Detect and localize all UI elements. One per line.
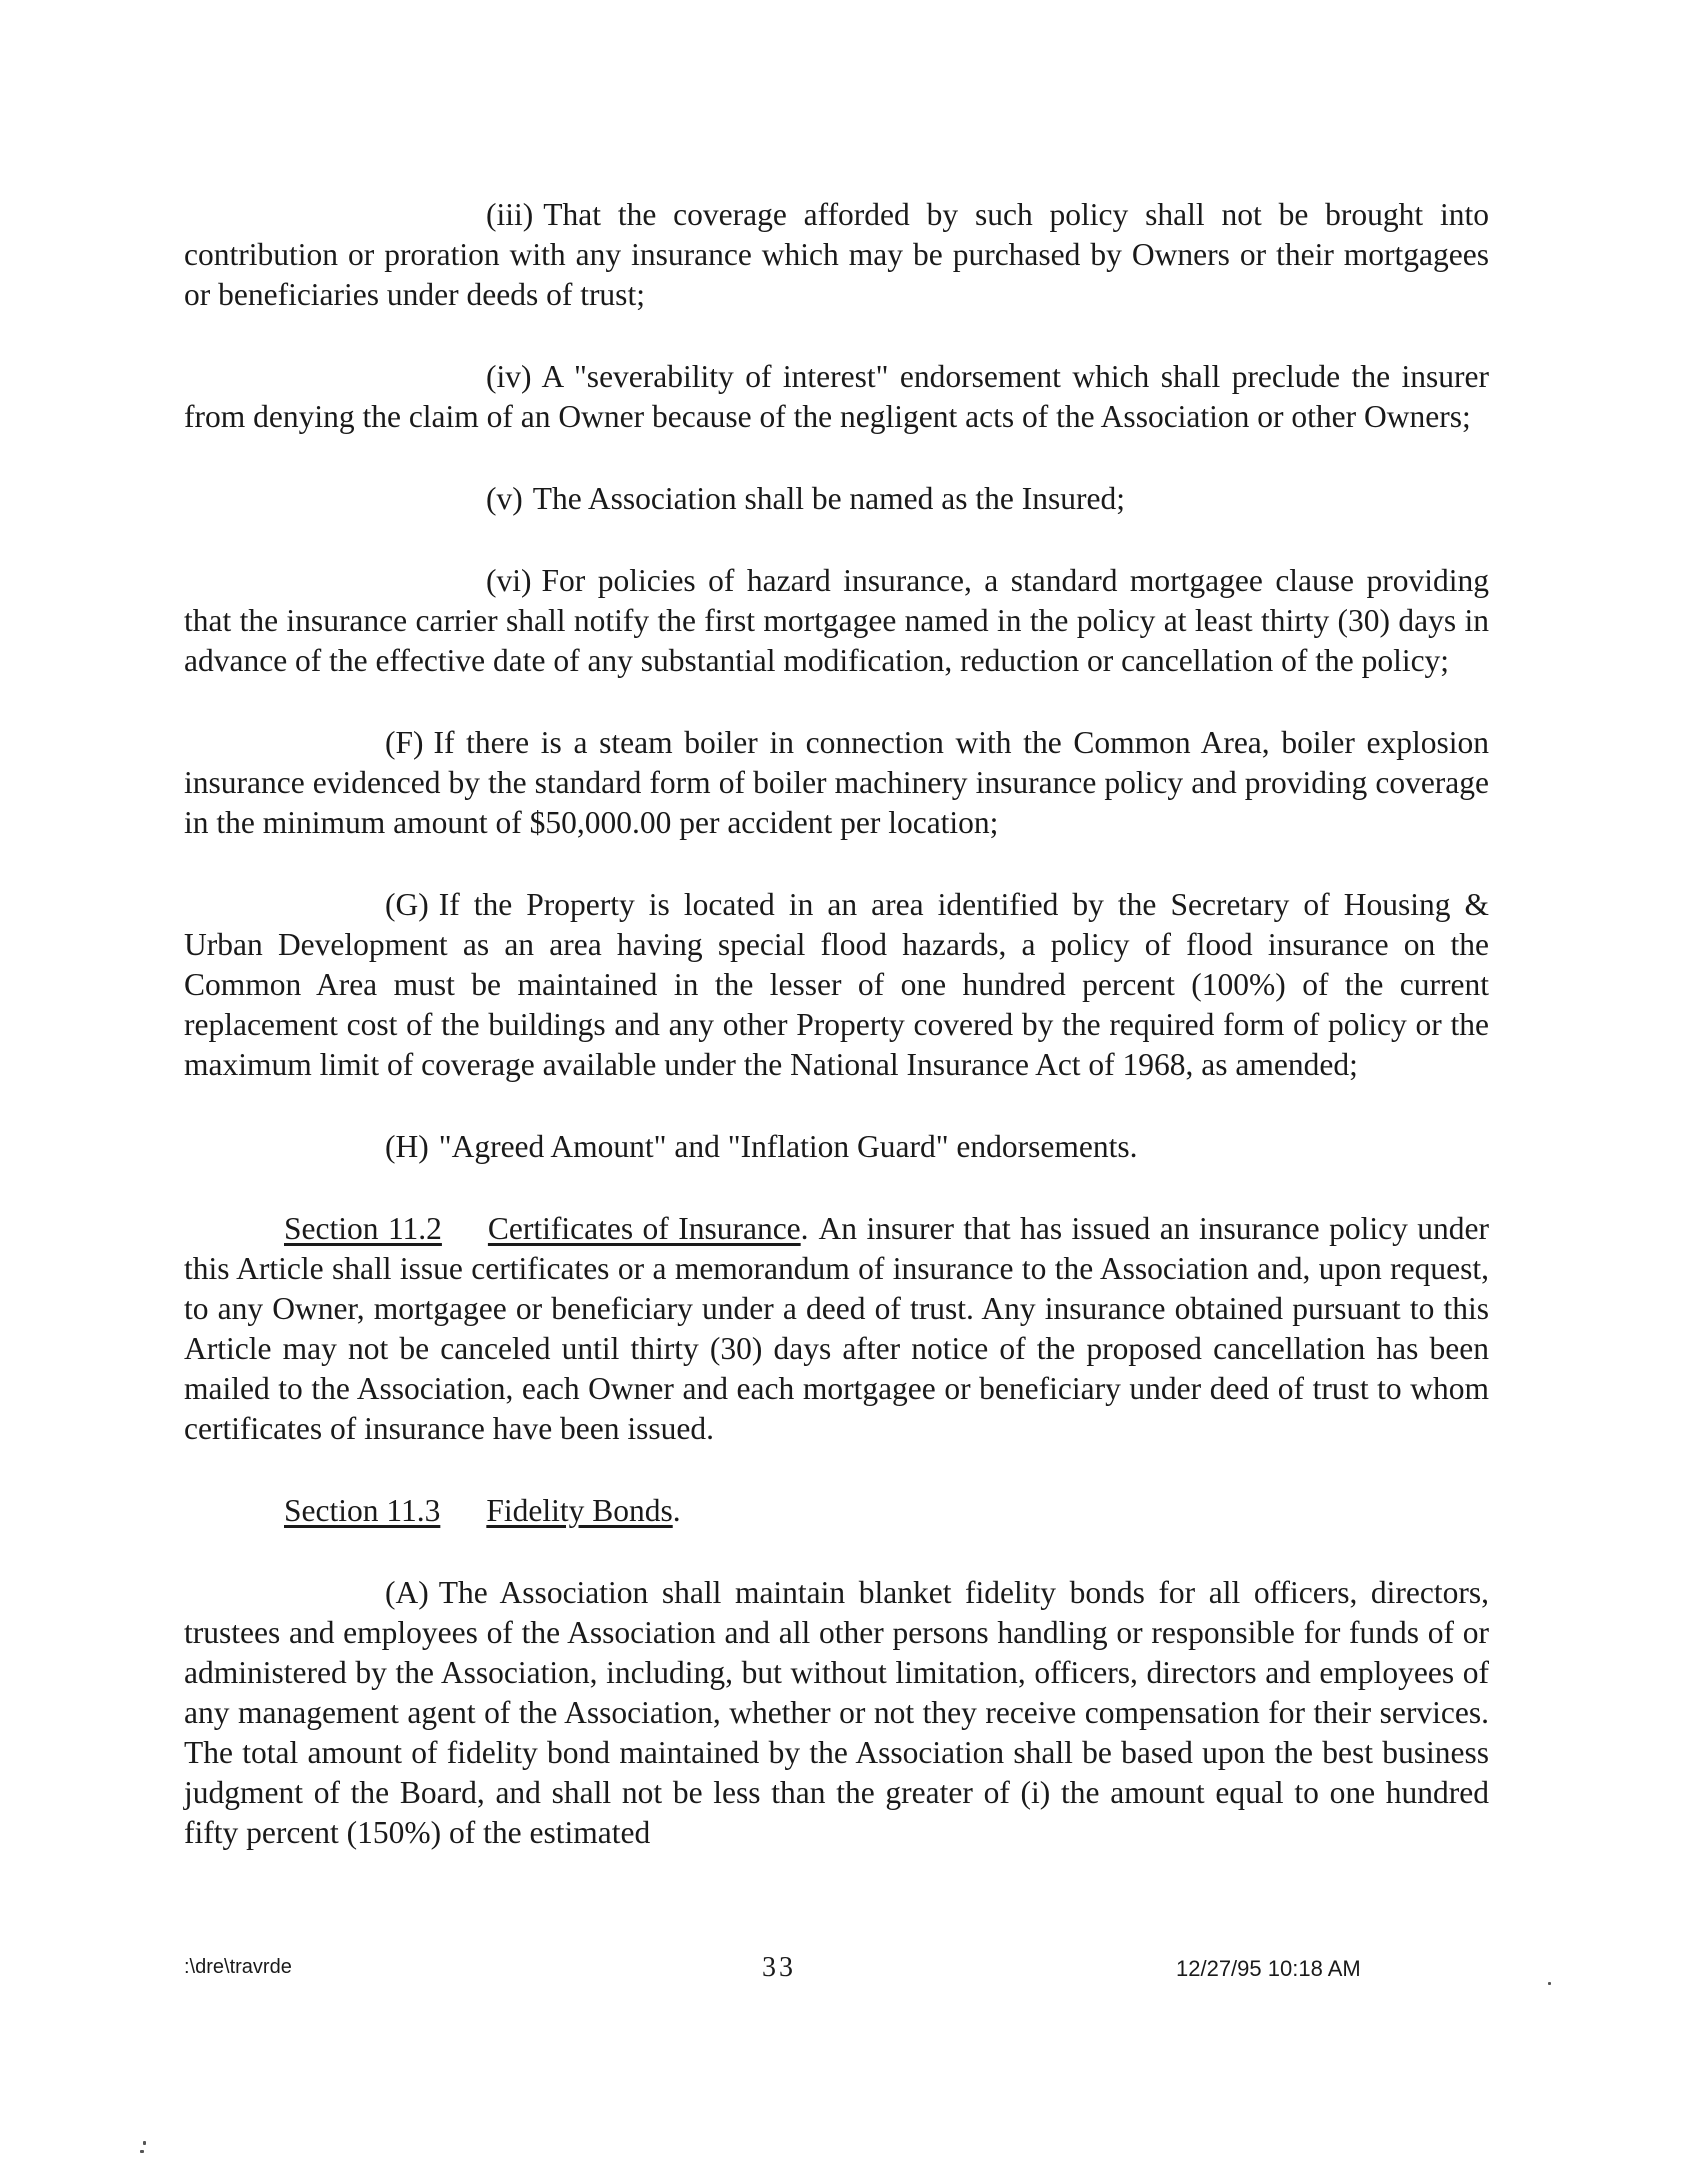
clause-text: If the Property is located in an area identified by the Secretary of Housing & Urban Development as an area having special flood hazards, a policy of flood insurance on the Common Area must be maintained in the lesser of one hundred percent (100%) of the current replacement cost of the buildings and any other Property covered by the required form of policy or the maximum limit of coverage available under the National Insurance Act of 1968, as amended; <box>184 887 1489 1082</box>
section-heading <box>284 1493 673 1528</box>
clause-label: (G) <box>385 887 429 922</box>
clause-h <box>184 1127 1489 1167</box>
clause-g <box>184 885 1489 1085</box>
clause-text: "Agreed Amount" and "Inflation Guard" endorsements. <box>438 1129 1138 1164</box>
section-heading <box>284 1211 801 1246</box>
clause-label: (iii) <box>486 197 534 232</box>
section-text: An insurer that has issued an insurance policy under this Article shall issue certificates or a memorandum of insurance to the Association and, upon request, to any Owner, mortgagee or beneficiary under a deed of trust. Any insurance obtained pursuant to this Article may not be canceled until thirty (30) days after notice of the proposed cancellation has been mailed to the Association, each Owner and each mortgagee or beneficiary under deed of trust to whom certificates of insurance have been issued. <box>184 1211 1489 1446</box>
clause-text: That the coverage afforded by such policy shall not be brought into contribution or proration with any insurance which may be purchased by Owners or their mortgagees or beneficiaries under deeds of trust; <box>184 197 1489 312</box>
timestamp: 12/27/95 10:18 AM <box>1176 1956 1361 1981</box>
page-footer <box>184 1952 1384 1986</box>
clause-text: The Association shall be named as the Insured; <box>532 481 1125 516</box>
clause-f <box>184 723 1489 843</box>
clause-label: (A) <box>385 1575 429 1610</box>
clause-label: (v) <box>486 481 523 516</box>
clause-11-3-a <box>184 1573 1489 1853</box>
section-number: Section 11.3 <box>284 1493 441 1528</box>
document-body <box>184 195 1489 1895</box>
clause-text: A "severability of interest" endorsement which shall preclude the insurer from denying the claim of an Owner because of the negligent acts of the Association or other Owners; <box>184 359 1489 434</box>
section-title: Fidelity Bonds <box>486 1493 673 1528</box>
scan-speck <box>143 2141 146 2145</box>
clause-label: (iv) <box>486 359 532 394</box>
page-number: 33 <box>762 1952 796 1983</box>
clause-label: (H) <box>385 1129 429 1164</box>
clause-text: The Association shall maintain blanket fidelity bonds for all officers, directors, trustees and employees of the Association and all other persons handling or responsible for funds of or administered by the Association, including, but without limitation, officers, directors and employees of any management agent of the Association, whether or not they receive compensation for their services. The total amount of fidelity bond maintained by the Association shall be based upon the best business judgment of the Board, and shall not be less than the greater of (i) the amount equal to one hundred fifty percent (150%) of the estimated <box>184 1575 1489 1850</box>
file-path: :\dre\travrde <box>184 1956 292 1978</box>
scan-speck <box>1548 1982 1551 1985</box>
clause-label: (F) <box>385 725 424 760</box>
section-11-3: Section 11.3 Fidelity Bonds. <box>284 1493 681 1528</box>
clause-v <box>184 479 1489 519</box>
scan-speck <box>140 2150 144 2153</box>
clause-vi <box>184 561 1489 681</box>
clause-iv <box>184 357 1489 437</box>
clause-text: For policies of hazard insurance, a standard mortgagee clause providing that the insurance carrier shall notify the first mortgagee named in the policy at least thirty (30) days in advance of the effective date of any substantial modification, reduction or cancellation of the policy; <box>184 563 1489 678</box>
clause-label: (vi) <box>486 563 532 598</box>
clause-text: If there is a steam boiler in connection with the Common Area, boiler explosion insurance evidenced by the standard form of boiler machinery insurance policy and providing coverage in the minimum amount of $50,000.00 per accident per location; <box>184 725 1489 840</box>
section-number: Section 11.2 <box>284 1211 442 1246</box>
section-title: Certificates of Insurance <box>487 1211 801 1246</box>
clause-iii <box>184 195 1489 315</box>
section-11-2: Section 11.2 Certificates of Insurance. An insurer that has issued an insurance policy under this Article shall issue certificates or a memorandum of insurance to the Association and, upon request, to any Owner, mortgagee or beneficiary under a deed of trust. Any insurance obtained pursuant to this Article may not be canceled until thirty (30) days after notice of the proposed cancellation has been mailed to the Association, each Owner and each mortgagee or beneficiary under deed of trust to whom certificates of insurance have been issued. <box>184 1211 1489 1446</box>
